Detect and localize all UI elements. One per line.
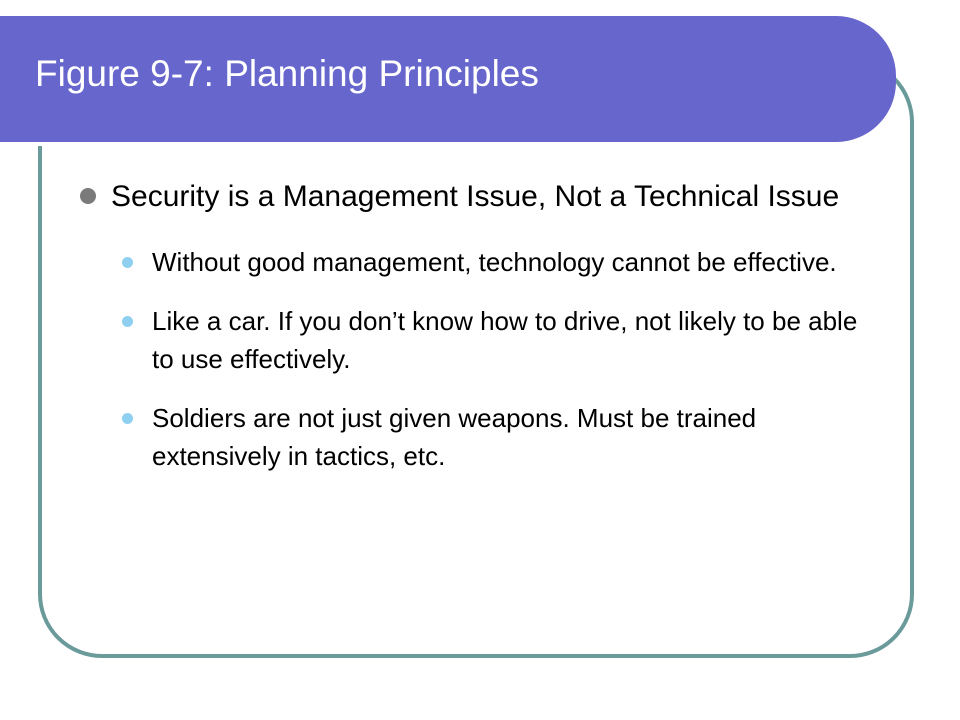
sub-bullet-text: Without good management, technology cannot be effective. [152,247,837,277]
sub-bullet-item [122,399,870,475]
slide-title: Figure 9-7: Planning Principles [35,53,539,94]
sub-bullet-dot-icon [122,316,133,327]
sub-bullet-text: Like a car. If you don’t know how to drive, not likely to be able to use effectively. [152,306,858,374]
bullet-text: Security is a Management Issue, Not a Technical Issue [111,180,840,213]
title-underline [0,142,848,146]
sub-bullet-text: Soldiers are not just given weapons. Must be trained extensively in tactics, etc. [152,403,757,471]
sub-bullet-item [122,243,870,281]
sub-bullet-dot-icon [122,413,133,424]
bullet-item [80,178,870,216]
bullet-dot-icon [80,188,96,204]
sub-bullet-item [122,302,870,378]
slide-content [80,178,870,496]
sub-bullet-dot-icon [122,257,133,268]
sub-bullet-list [122,243,870,475]
